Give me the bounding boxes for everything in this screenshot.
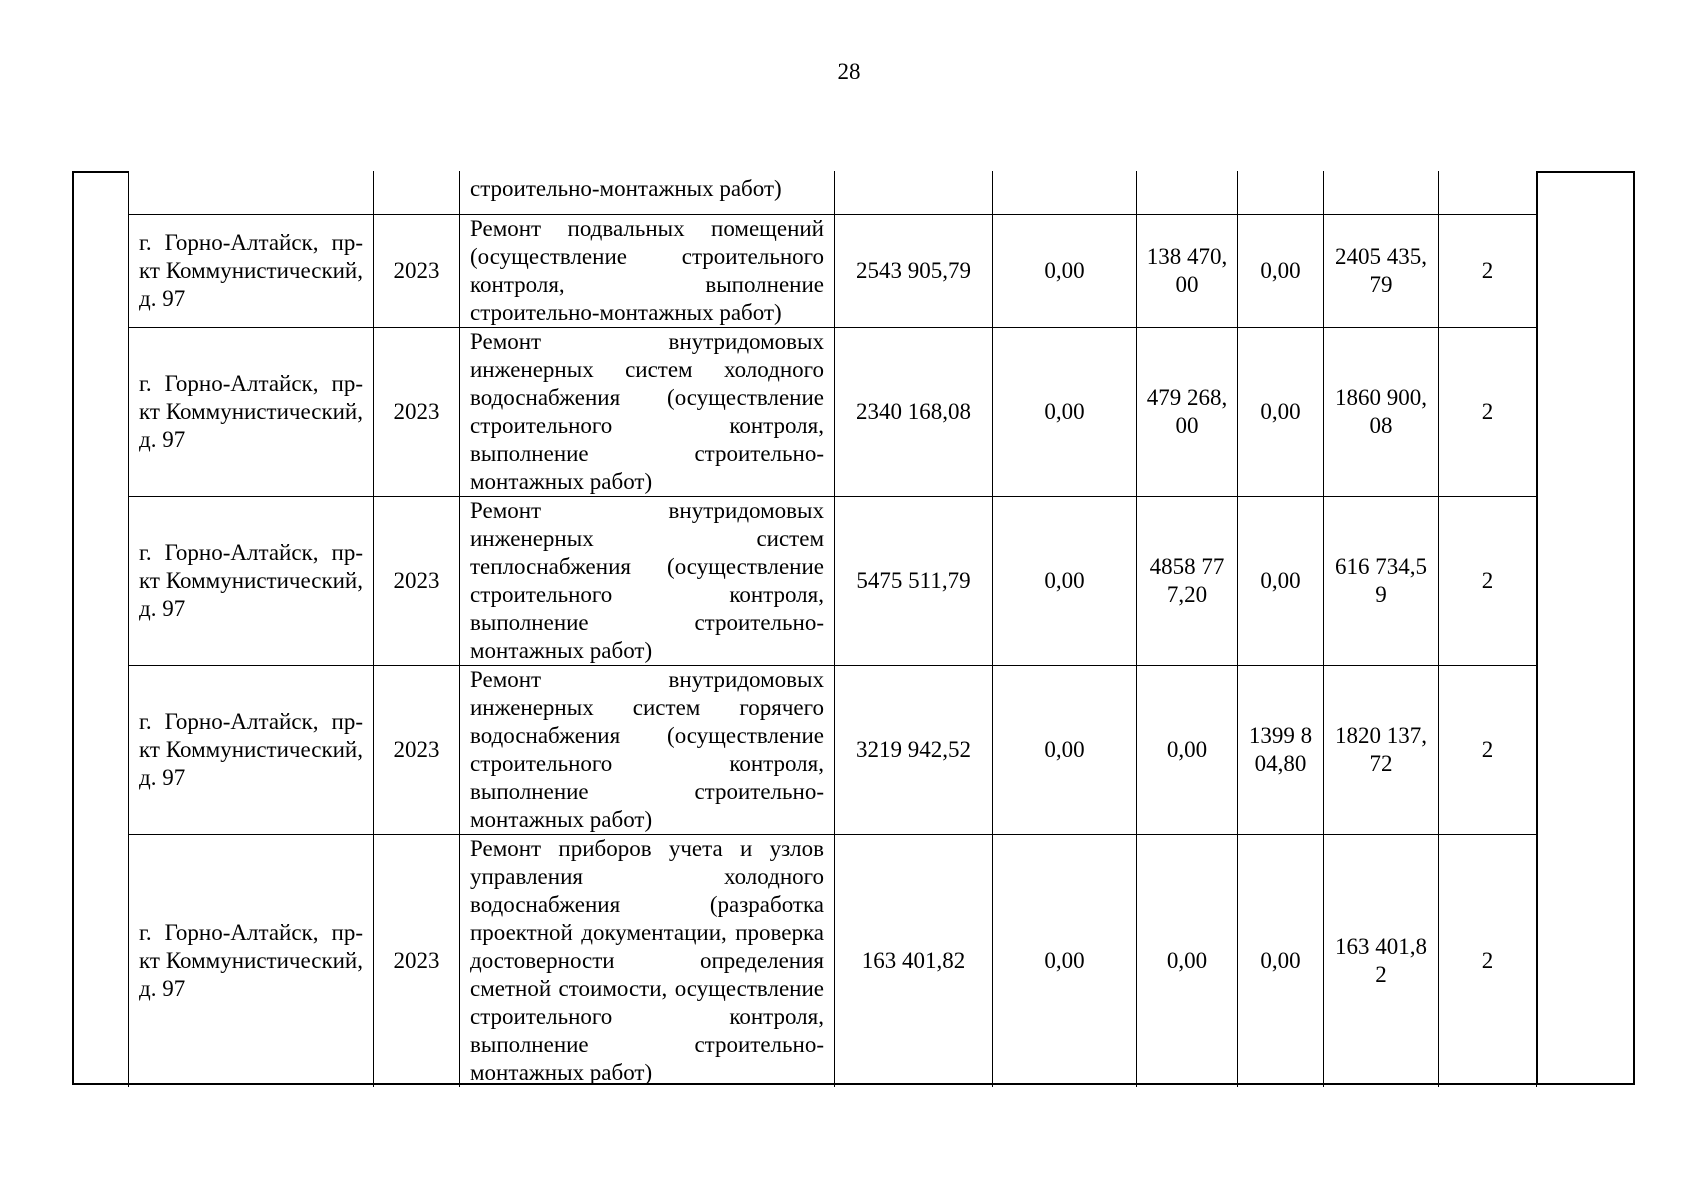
table-row bbox=[129, 327, 1537, 496]
left-column-frame bbox=[72, 171, 128, 1083]
description-cell: строительно-монтажных работ) bbox=[460, 171, 835, 214]
amount-cell-3: 0,00 bbox=[1238, 327, 1324, 496]
amount-cell-2: 0,00 bbox=[1137, 665, 1238, 834]
total-cost-cell: 163 401,82 bbox=[835, 834, 993, 1087]
table-row bbox=[129, 496, 1537, 665]
amount-cell-1: 0,00 bbox=[993, 496, 1137, 665]
description-cell: Ремонт внутридомовых инженерных систем теплоснабжения (осуществление строительного контроля, выполнение строительно-монтажных работ) bbox=[460, 496, 835, 665]
year-cell: 2023 bbox=[374, 665, 460, 834]
code-cell: 2 bbox=[1439, 665, 1537, 834]
address-cell: г. Горно-Алтайск, пр-кт Коммунистический, д. 97 bbox=[129, 665, 374, 834]
repair-works-table bbox=[128, 171, 1537, 1087]
table-row bbox=[129, 665, 1537, 834]
amount-cell-3: 0,00 bbox=[1238, 834, 1324, 1087]
code-cell: 2 bbox=[1439, 327, 1537, 496]
amount-cell-4: 2405 435,79 bbox=[1324, 214, 1439, 327]
amount-cell-4 bbox=[1324, 171, 1439, 214]
description-cell: Ремонт приборов учета и узлов управления холодного водоснабжения (разработка проектной документации, проверка достоверности определения сметной стоимости, осуществление строительного контроля, выполнение строительно-монтажных работ) bbox=[460, 834, 835, 1087]
amount-cell-1: 0,00 bbox=[993, 665, 1137, 834]
table-row bbox=[129, 171, 1537, 214]
amount-cell-1 bbox=[993, 171, 1137, 214]
address-cell bbox=[129, 171, 374, 214]
amount-cell-3 bbox=[1238, 171, 1324, 214]
table-row bbox=[129, 834, 1537, 1087]
amount-cell-2: 479 268,00 bbox=[1137, 327, 1238, 496]
total-cost-cell: 2543 905,79 bbox=[835, 214, 993, 327]
right-column-frame bbox=[1536, 171, 1635, 1083]
amount-cell-4: 1860 900,08 bbox=[1324, 327, 1439, 496]
total-cost-cell: 5475 511,79 bbox=[835, 496, 993, 665]
amount-cell-3: 1399 804,80 bbox=[1238, 665, 1324, 834]
code-cell bbox=[1439, 171, 1537, 214]
address-cell: г. Горно-Алтайск, пр-кт Коммунистический, д. 97 bbox=[129, 214, 374, 327]
amount-cell-4: 1820 137,72 bbox=[1324, 665, 1439, 834]
amount-cell-2: 4858 777,20 bbox=[1137, 496, 1238, 665]
amount-cell-2: 0,00 bbox=[1137, 834, 1238, 1087]
year-cell: 2023 bbox=[374, 214, 460, 327]
year-cell: 2023 bbox=[374, 834, 460, 1087]
code-cell: 2 bbox=[1439, 496, 1537, 665]
amount-cell-1: 0,00 bbox=[993, 327, 1137, 496]
amount-cell-2 bbox=[1137, 171, 1238, 214]
address-cell: г. Горно-Алтайск, пр-кт Коммунистический, д. 97 bbox=[129, 834, 374, 1087]
year-cell: 2023 bbox=[374, 327, 460, 496]
address-cell: г. Горно-Алтайск, пр-кт Коммунистический, д. 97 bbox=[129, 327, 374, 496]
amount-cell-1: 0,00 bbox=[993, 214, 1137, 327]
amount-cell-4: 163 401,82 bbox=[1324, 834, 1439, 1087]
total-cost-cell bbox=[835, 171, 993, 214]
total-cost-cell: 2340 168,08 bbox=[835, 327, 993, 496]
table-row bbox=[129, 214, 1537, 327]
page-number: 28 bbox=[837, 59, 861, 84]
description-cell: Ремонт подвальных помещений (осуществление строительного контроля, выполнение строительно-монтажных работ) bbox=[460, 214, 835, 327]
amount-cell-4: 616 734,59 bbox=[1324, 496, 1439, 665]
total-cost-cell: 3219 942,52 bbox=[835, 665, 993, 834]
amount-cell-3: 0,00 bbox=[1238, 214, 1324, 327]
amount-cell-3: 0,00 bbox=[1238, 496, 1324, 665]
code-cell: 2 bbox=[1439, 834, 1537, 1087]
code-cell: 2 bbox=[1439, 214, 1537, 327]
year-cell: 2023 bbox=[374, 496, 460, 665]
amount-cell-1: 0,00 bbox=[993, 834, 1137, 1087]
amount-cell-2: 138 470,00 bbox=[1137, 214, 1238, 327]
address-cell: г. Горно-Алтайск, пр-кт Коммунистический, д. 97 bbox=[129, 496, 374, 665]
year-cell bbox=[374, 171, 460, 214]
description-cell: Ремонт внутридомовых инженерных систем горячего водоснабжения (осуществление строительного контроля, выполнение строительно-монтажных работ) bbox=[460, 665, 835, 834]
description-cell: Ремонт внутридомовых инженерных систем холодного водоснабжения (осуществление строительного контроля, выполнение строительно-монтажных работ) bbox=[460, 327, 835, 496]
